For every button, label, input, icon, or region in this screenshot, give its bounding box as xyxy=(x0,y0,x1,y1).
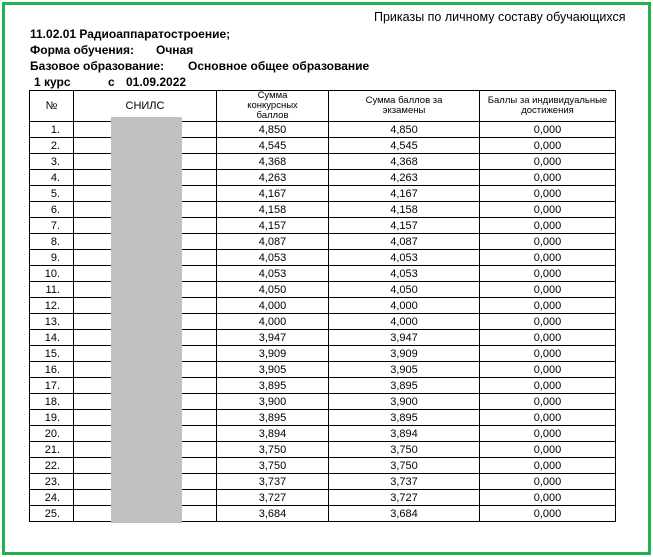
cell-sum: 3,900 xyxy=(217,394,329,410)
from-date: 01.09.2022 xyxy=(126,75,187,89)
cell-no: 20. xyxy=(30,426,74,442)
cell-no: 1. xyxy=(30,122,74,138)
cell-sum: 4,157 xyxy=(217,218,329,234)
cell-ind: 0,000 xyxy=(480,330,616,346)
cell-ind: 0,000 xyxy=(480,234,616,250)
cell-no: 14. xyxy=(30,330,74,346)
cell-ind: 0,000 xyxy=(480,298,616,314)
cell-sum: 3,737 xyxy=(217,474,329,490)
cell-sum: 4,167 xyxy=(217,186,329,202)
cell-exam: 3,900 xyxy=(329,394,480,410)
cell-ind: 0,000 xyxy=(480,378,616,394)
cell-sum: 3,895 xyxy=(217,378,329,394)
base-label: Базовое образование: xyxy=(30,59,165,73)
cell-exam: 3,895 xyxy=(329,410,480,426)
col-header-no: № xyxy=(30,91,74,122)
cell-ind: 0,000 xyxy=(480,410,616,426)
cell-ind: 0,000 xyxy=(480,458,616,474)
cell-sum: 3,684 xyxy=(217,506,329,522)
cell-ind: 0,000 xyxy=(480,250,616,266)
cell-exam: 4,000 xyxy=(329,314,480,330)
cell-ind: 0,000 xyxy=(480,138,616,154)
col-header-exam: Сумма баллов за экзамены xyxy=(329,91,480,122)
cell-exam: 3,750 xyxy=(329,458,480,474)
cell-sum: 3,905 xyxy=(217,362,329,378)
cell-no: 2. xyxy=(30,138,74,154)
cell-exam: 4,000 xyxy=(329,298,480,314)
cell-ind: 0,000 xyxy=(480,362,616,378)
page-title: Приказы по личному составу обучающихся xyxy=(374,10,626,24)
cell-no: 25. xyxy=(30,506,74,522)
cell-no: 9. xyxy=(30,250,74,266)
cell-sum: 4,850 xyxy=(217,122,329,138)
cell-exam: 4,167 xyxy=(329,186,480,202)
cell-sum: 4,368 xyxy=(217,154,329,170)
cell-no: 10. xyxy=(30,266,74,282)
cell-exam: 3,895 xyxy=(329,378,480,394)
cell-sum: 3,750 xyxy=(217,458,329,474)
cell-sum: 4,050 xyxy=(217,282,329,298)
cell-ind: 0,000 xyxy=(480,506,616,522)
cell-exam: 4,545 xyxy=(329,138,480,154)
course-label: 1 курс xyxy=(34,75,71,89)
base-value: Основное общее образование xyxy=(188,59,370,73)
cell-ind: 0,000 xyxy=(480,474,616,490)
cell-exam: 4,053 xyxy=(329,266,480,282)
cell-sum: 3,727 xyxy=(217,490,329,506)
cell-exam: 4,157 xyxy=(329,218,480,234)
cell-no: 5. xyxy=(30,186,74,202)
cell-sum: 4,053 xyxy=(217,266,329,282)
cell-sum: 3,894 xyxy=(217,426,329,442)
cell-ind: 0,000 xyxy=(480,170,616,186)
cell-exam: 3,750 xyxy=(329,442,480,458)
cell-ind: 0,000 xyxy=(480,202,616,218)
cell-sum: 4,545 xyxy=(217,138,329,154)
cell-ind: 0,000 xyxy=(480,266,616,282)
cell-sum: 4,000 xyxy=(217,314,329,330)
cell-exam: 4,087 xyxy=(329,234,480,250)
redaction-block xyxy=(111,117,182,523)
cell-exam: 3,894 xyxy=(329,426,480,442)
col-header-snils: СНИЛС xyxy=(74,91,217,122)
cell-exam: 4,158 xyxy=(329,202,480,218)
cell-no: 19. xyxy=(30,410,74,426)
form-value: Очная xyxy=(156,43,194,57)
cell-sum: 3,750 xyxy=(217,442,329,458)
cell-ind: 0,000 xyxy=(480,314,616,330)
cell-ind: 0,000 xyxy=(480,394,616,410)
cell-ind: 0,000 xyxy=(480,186,616,202)
cell-sum: 3,909 xyxy=(217,346,329,362)
cell-no: 8. xyxy=(30,234,74,250)
cell-no: 7. xyxy=(30,218,74,234)
cell-ind: 0,000 xyxy=(480,218,616,234)
cell-no: 11. xyxy=(30,282,74,298)
cell-ind: 0,000 xyxy=(480,442,616,458)
cell-exam: 4,050 xyxy=(329,282,480,298)
cell-sum: 4,053 xyxy=(217,250,329,266)
cell-exam: 3,947 xyxy=(329,330,480,346)
cell-exam: 4,368 xyxy=(329,154,480,170)
cell-no: 13. xyxy=(30,314,74,330)
cell-sum: 3,895 xyxy=(217,410,329,426)
cell-exam: 3,684 xyxy=(329,506,480,522)
cell-ind: 0,000 xyxy=(480,122,616,138)
cell-sum: 4,087 xyxy=(217,234,329,250)
cell-exam: 3,737 xyxy=(329,474,480,490)
cell-no: 4. xyxy=(30,170,74,186)
cell-no: 18. xyxy=(30,394,74,410)
specialty-line: 11.02.01 Радиоаппаратостроение; xyxy=(30,27,231,41)
from-label: с xyxy=(108,75,115,89)
form-label: Форма обучения: xyxy=(30,43,134,57)
cell-exam: 3,909 xyxy=(329,346,480,362)
cell-ind: 0,000 xyxy=(480,346,616,362)
cell-sum: 4,263 xyxy=(217,170,329,186)
cell-ind: 0,000 xyxy=(480,426,616,442)
cell-exam: 3,727 xyxy=(329,490,480,506)
cell-sum: 3,947 xyxy=(217,330,329,346)
cell-sum: 4,158 xyxy=(217,202,329,218)
cell-no: 6. xyxy=(30,202,74,218)
cell-no: 21. xyxy=(30,442,74,458)
cell-exam: 4,053 xyxy=(329,250,480,266)
col-header-sum: Сумма конкурсных баллов xyxy=(217,91,329,122)
cell-ind: 0,000 xyxy=(480,154,616,170)
cell-no: 24. xyxy=(30,490,74,506)
cell-exam: 3,905 xyxy=(329,362,480,378)
cell-exam: 4,263 xyxy=(329,170,480,186)
cell-exam: 4,850 xyxy=(329,122,480,138)
cell-no: 12. xyxy=(30,298,74,314)
cell-no: 15. xyxy=(30,346,74,362)
cell-no: 22. xyxy=(30,458,74,474)
cell-no: 17. xyxy=(30,378,74,394)
cell-no: 3. xyxy=(30,154,74,170)
cell-ind: 0,000 xyxy=(480,282,616,298)
cell-no: 16. xyxy=(30,362,74,378)
col-header-ind: Баллы за индивидуальные достижения xyxy=(480,91,616,122)
cell-no: 23. xyxy=(30,474,74,490)
cell-ind: 0,000 xyxy=(480,490,616,506)
cell-sum: 4,000 xyxy=(217,298,329,314)
